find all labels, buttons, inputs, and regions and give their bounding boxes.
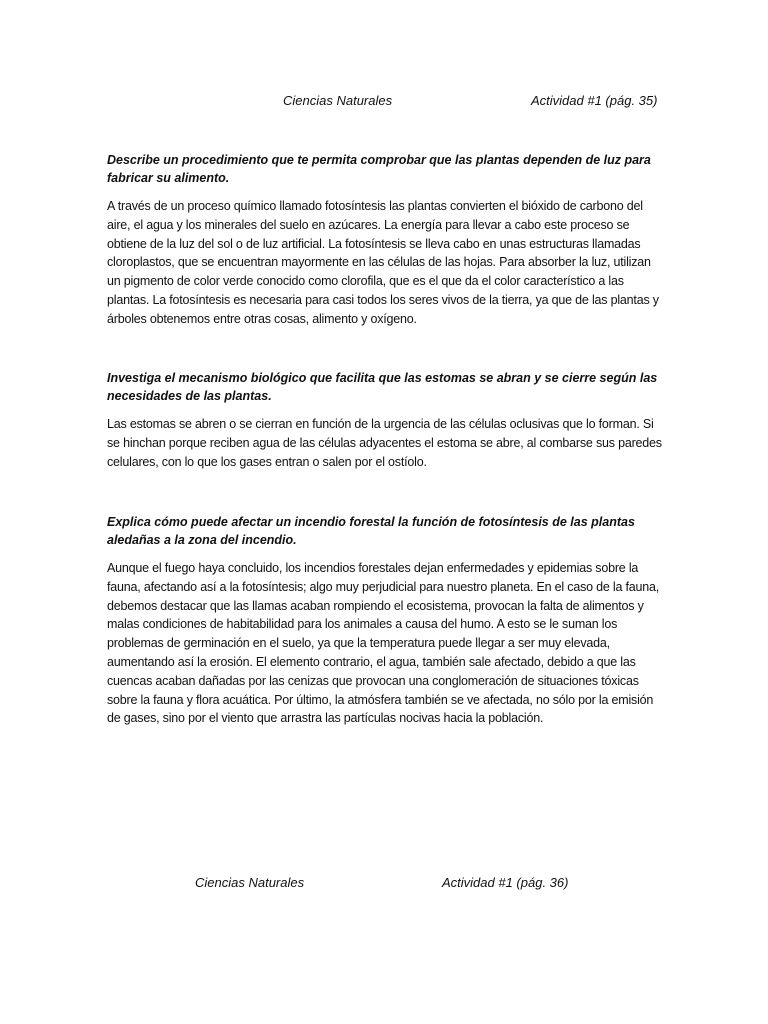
answer-2: Las estomas se abren o se cierran en función de la urgencia de las células oclusivas que lo forman. Si se hinchan porque reciben agua de las células adyacentes el estoma se abre, al combarse sus paredes celulares, con lo que los gases entran o salen por el ostíolo. xyxy=(107,417,662,469)
answer-1: A través de un proceso químico llamado fotosíntesis las plantas convierten el bióxido de carbono del aire, el agua y los minerales del suelo en azúcares. La energía para llevar a cabo este proceso se obtiene de la luz del sol o de luz artificial. La fotosíntesis se lleva cabo en unas estructuras llamadas cloroplastos, que se encuentran mayormente en las células de las hojas. Para absorber la luz, utilizan un pigmento de color verde conocido como clorofila, que es el que da el color característico a las plantas. La fotosíntesis es necesaria para casi todos los seres vivos de la tierra, ya que de las plantas y árboles obtenemos entre otras cosas, alimento y oxígeno. xyxy=(107,199,659,326)
answer-3: Aunque el fuego haya concluido, los incendios forestales dejan enfermedades y epidemias sobre la fauna, afectando así a la fotosíntesis; algo muy perjudicial para nuestro planeta. En el caso de la fauna, debemos destacar que las llamas acaban rompiendo el ecosistema, provocan la falta de alimentos y malas condiciones de habitabilidad para los animales a causa del humo. A esto se le suman los problemas de germinación en el suelo, ya que la temperatura puede llegar a ser muy elevada, aumentando así la erosión. El elemento contrario, el agua, también sale afectado, debido a que las cuencas acaban dañadas por las cenizas que provocan una conglomeración de situaciones tóxicas sobre la fauna y flora acuática. Por último, la atmósfera también se ve afectada, no sólo por la emisión de gases, sino por el viento que arrastra las partículas nocivas hacia la población. xyxy=(107,561,660,726)
footer-subject: Ciencias Naturales xyxy=(195,875,305,890)
question-1: Describe un procedimiento que te permita comprobar que las plantas dependen de luz para fabricar su alimento. xyxy=(107,153,651,185)
header-activity: Actividad #1 (pág. 35) xyxy=(531,93,658,108)
header-subject: Ciencias Naturales xyxy=(283,93,393,108)
question-2: Investiga el mecanismo biológico que facilita que las estomas se abran y se cierre según las necesidades de las plantas. xyxy=(107,371,658,403)
question-3: Explica cómo puede afectar un incendio forestal la función de fotosíntesis de las plantas aledañas a la zona del incendio. xyxy=(107,515,635,547)
footer-activity: Actividad #1 (pág. 36) xyxy=(442,875,569,890)
